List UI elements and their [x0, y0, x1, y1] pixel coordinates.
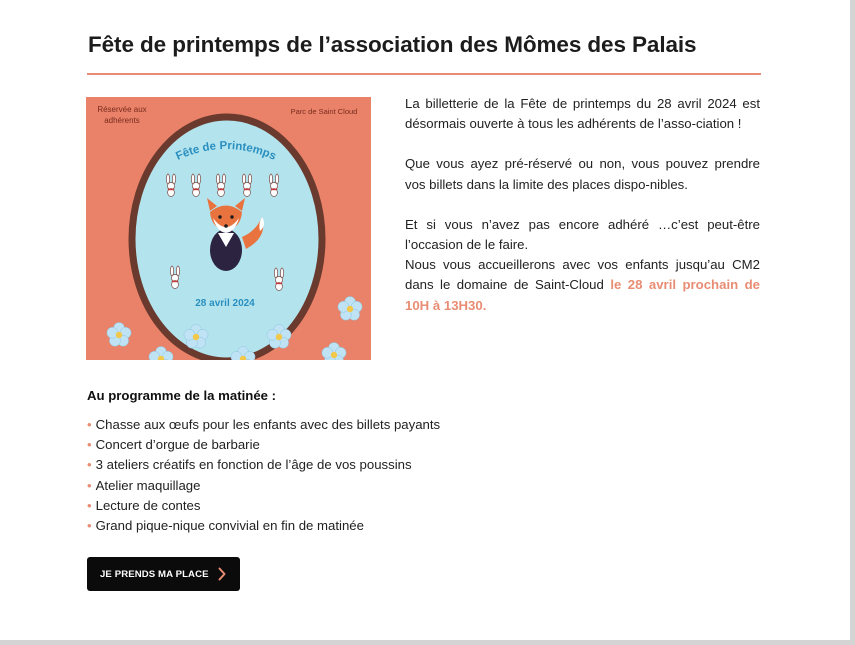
bullet-icon: • — [87, 497, 92, 513]
article-title: Fête de printemps de l’association des Mômes des Palais — [88, 32, 697, 57]
title-divider — [87, 73, 761, 75]
egg-title: Fête de Printemps — [174, 139, 278, 163]
program-list — [87, 415, 440, 536]
program-item-label: Grand pique-nique convivial en fin de matinée — [95, 518, 364, 534]
program-item-label: Concert d’orgue de barbarie — [95, 437, 260, 453]
poster-members-note-line2: adhérents — [104, 116, 140, 125]
bullet-icon: • — [87, 457, 92, 473]
program-item — [87, 455, 440, 475]
program-item — [87, 435, 440, 455]
poster-members-note-line1: Réservée aux — [97, 105, 147, 114]
program-title: Au programme de la matinée : — [87, 388, 277, 403]
bullet-icon: • — [87, 518, 92, 534]
event-poster — [86, 97, 371, 360]
intro-text — [405, 94, 760, 316]
program-item — [87, 415, 440, 435]
bullet-icon: • — [87, 477, 92, 493]
window-frame-bottom — [0, 640, 855, 645]
program-item-label: Lecture de contes — [95, 497, 201, 513]
program-item — [87, 516, 440, 536]
chevron-right-icon — [217, 566, 227, 582]
book-ticket-button-label: JE PRENDS MA PLACE — [100, 568, 209, 580]
program-item-label: 3 ateliers créatifs en fonction de l’âge de vos poussins — [95, 457, 412, 473]
intro-paragraph: Et si vous n’avez pas encore adhéré …c’est peut-être l’occasion de le faire. — [405, 216, 760, 253]
bullet-icon: • — [87, 417, 92, 432]
poster-date: 28 avril 2024 — [195, 298, 255, 309]
program-item-label: Atelier maquillage — [95, 477, 201, 493]
program-item — [87, 496, 440, 516]
window-frame-right — [850, 0, 855, 645]
program-item — [87, 476, 440, 496]
intro-paragraph: La billetterie de la Fête de printemps du 28 avril 2024 est désormais ouverte à tous les adhérents de l’asso-ciation ! — [405, 96, 760, 132]
bullet-icon: • — [87, 437, 92, 453]
intro-paragraph: Que vous ayez pré-réservé ou non, vous pouvez prendre vos billets dans la limite des places dispo-nibles. — [405, 156, 760, 192]
poster-illustration — [86, 97, 371, 360]
event-date-highlight: le 28 avril prochain de 10H à 13H30. — [405, 277, 761, 313]
program-item-label: Chasse aux œufs pour les enfants avec des billets payants — [95, 417, 441, 432]
intro-location-text: Nous vous accueillerons avec vos enfants jusqu’au CM2 dans le domaine de Saint-Cloud — [405, 257, 760, 293]
intro-paragraph-location — [405, 255, 760, 316]
poster-location: Parc de Saint Cloud — [290, 107, 358, 116]
